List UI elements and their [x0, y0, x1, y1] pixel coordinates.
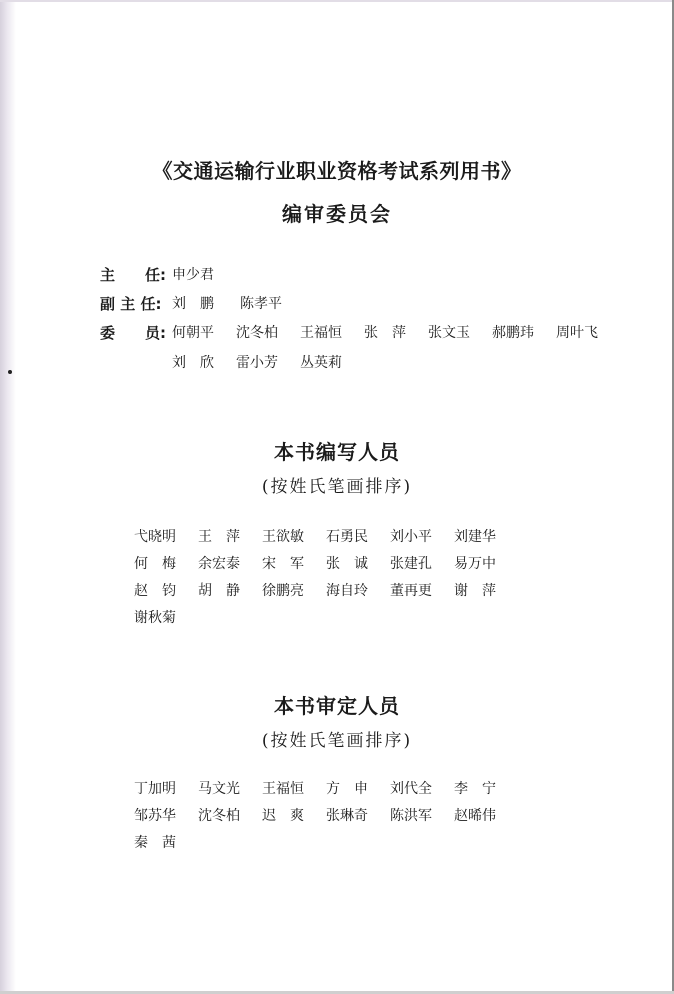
reviewers-subtitle: (按姓氏笔画排序): [261, 731, 413, 751]
committee-title: 编审委员会: [282, 202, 392, 226]
role-label: 副 主 任:: [100, 295, 162, 313]
role-names: [172, 293, 620, 313]
person-name: 刘 鹏: [172, 296, 214, 312]
person-name: 李 宁: [454, 781, 496, 797]
person-name: 张 萍: [364, 325, 406, 341]
person-name: 方 申: [326, 781, 368, 797]
person-name: 谢 萍: [454, 583, 496, 599]
person-name: 迟 爽: [262, 808, 304, 824]
writers-name-grid: [134, 529, 534, 627]
person-name: 石勇民: [326, 529, 368, 545]
person-name: 胡 静: [198, 583, 240, 599]
person-name: 王欲敏: [262, 529, 304, 545]
person-name: 沈冬柏: [198, 808, 240, 824]
committee-row-deputy: [100, 293, 620, 322]
person-name: 董再更: [390, 583, 432, 599]
person-name: 张琳奇: [326, 808, 368, 824]
committee-row-members: [100, 322, 620, 372]
person-name: 张文玉: [428, 325, 470, 341]
person-name: 余宏泰: [198, 556, 240, 572]
role-names: [172, 322, 620, 372]
person-name: 丛英莉: [300, 355, 342, 371]
person-name: 刘代全: [390, 781, 432, 797]
person-name: 弋晓明: [134, 529, 176, 545]
person-name: 赵 钧: [134, 583, 176, 599]
committee-row-director: [100, 264, 620, 293]
role-label: 委 员:: [100, 324, 166, 342]
person-name: 刘小平: [390, 529, 432, 545]
person-name: 张建孔: [390, 556, 432, 572]
person-name: 宋 军: [262, 556, 304, 572]
role-names: [172, 264, 620, 284]
series-title: 《交通运输行业职业资格考试系列用书》: [152, 159, 522, 183]
person-name: 王 萍: [198, 529, 240, 545]
person-name: 刘建华: [454, 529, 496, 545]
person-name: 郝鹏玮: [492, 325, 534, 341]
person-name: 陈孝平: [240, 296, 282, 312]
person-name: 赵晞伟: [454, 808, 496, 824]
committee-list: [100, 264, 620, 372]
writers-title: 本书编写人员: [274, 440, 400, 464]
person-name: 秦 茜: [134, 835, 176, 851]
person-name: 何 梅: [134, 556, 176, 572]
person-name: 何朝平: [172, 325, 214, 341]
person-name: 丁加明: [134, 781, 176, 797]
person-name: 谢秋菊: [134, 610, 176, 626]
person-name: 刘 欣: [172, 355, 214, 371]
role-label: 主 任:: [100, 266, 166, 284]
person-name: 王福恒: [262, 781, 304, 797]
person-name: 易万中: [454, 556, 496, 572]
person-name: 沈冬柏: [236, 325, 278, 341]
person-name: 海自玲: [326, 583, 368, 599]
person-name: 徐鹏亮: [262, 583, 304, 599]
person-name: 邹苏华: [134, 808, 176, 824]
writers-subtitle: (按姓氏笔画排序): [261, 477, 413, 497]
person-name: 申少君: [172, 267, 214, 283]
person-name: 王福恒: [300, 325, 342, 341]
person-name: 雷小芳: [236, 355, 278, 371]
scan-speck: [8, 370, 12, 374]
scan-edge-left: [0, 0, 16, 994]
person-name: 陈洪军: [390, 808, 432, 824]
reviewers-title: 本书审定人员: [274, 694, 400, 718]
person-name: 张 诚: [326, 556, 368, 572]
person-name: 马文光: [198, 781, 240, 797]
person-name: 周叶飞: [556, 325, 598, 341]
reviewers-name-grid: [134, 781, 534, 852]
scan-edge-top: [0, 0, 674, 2]
